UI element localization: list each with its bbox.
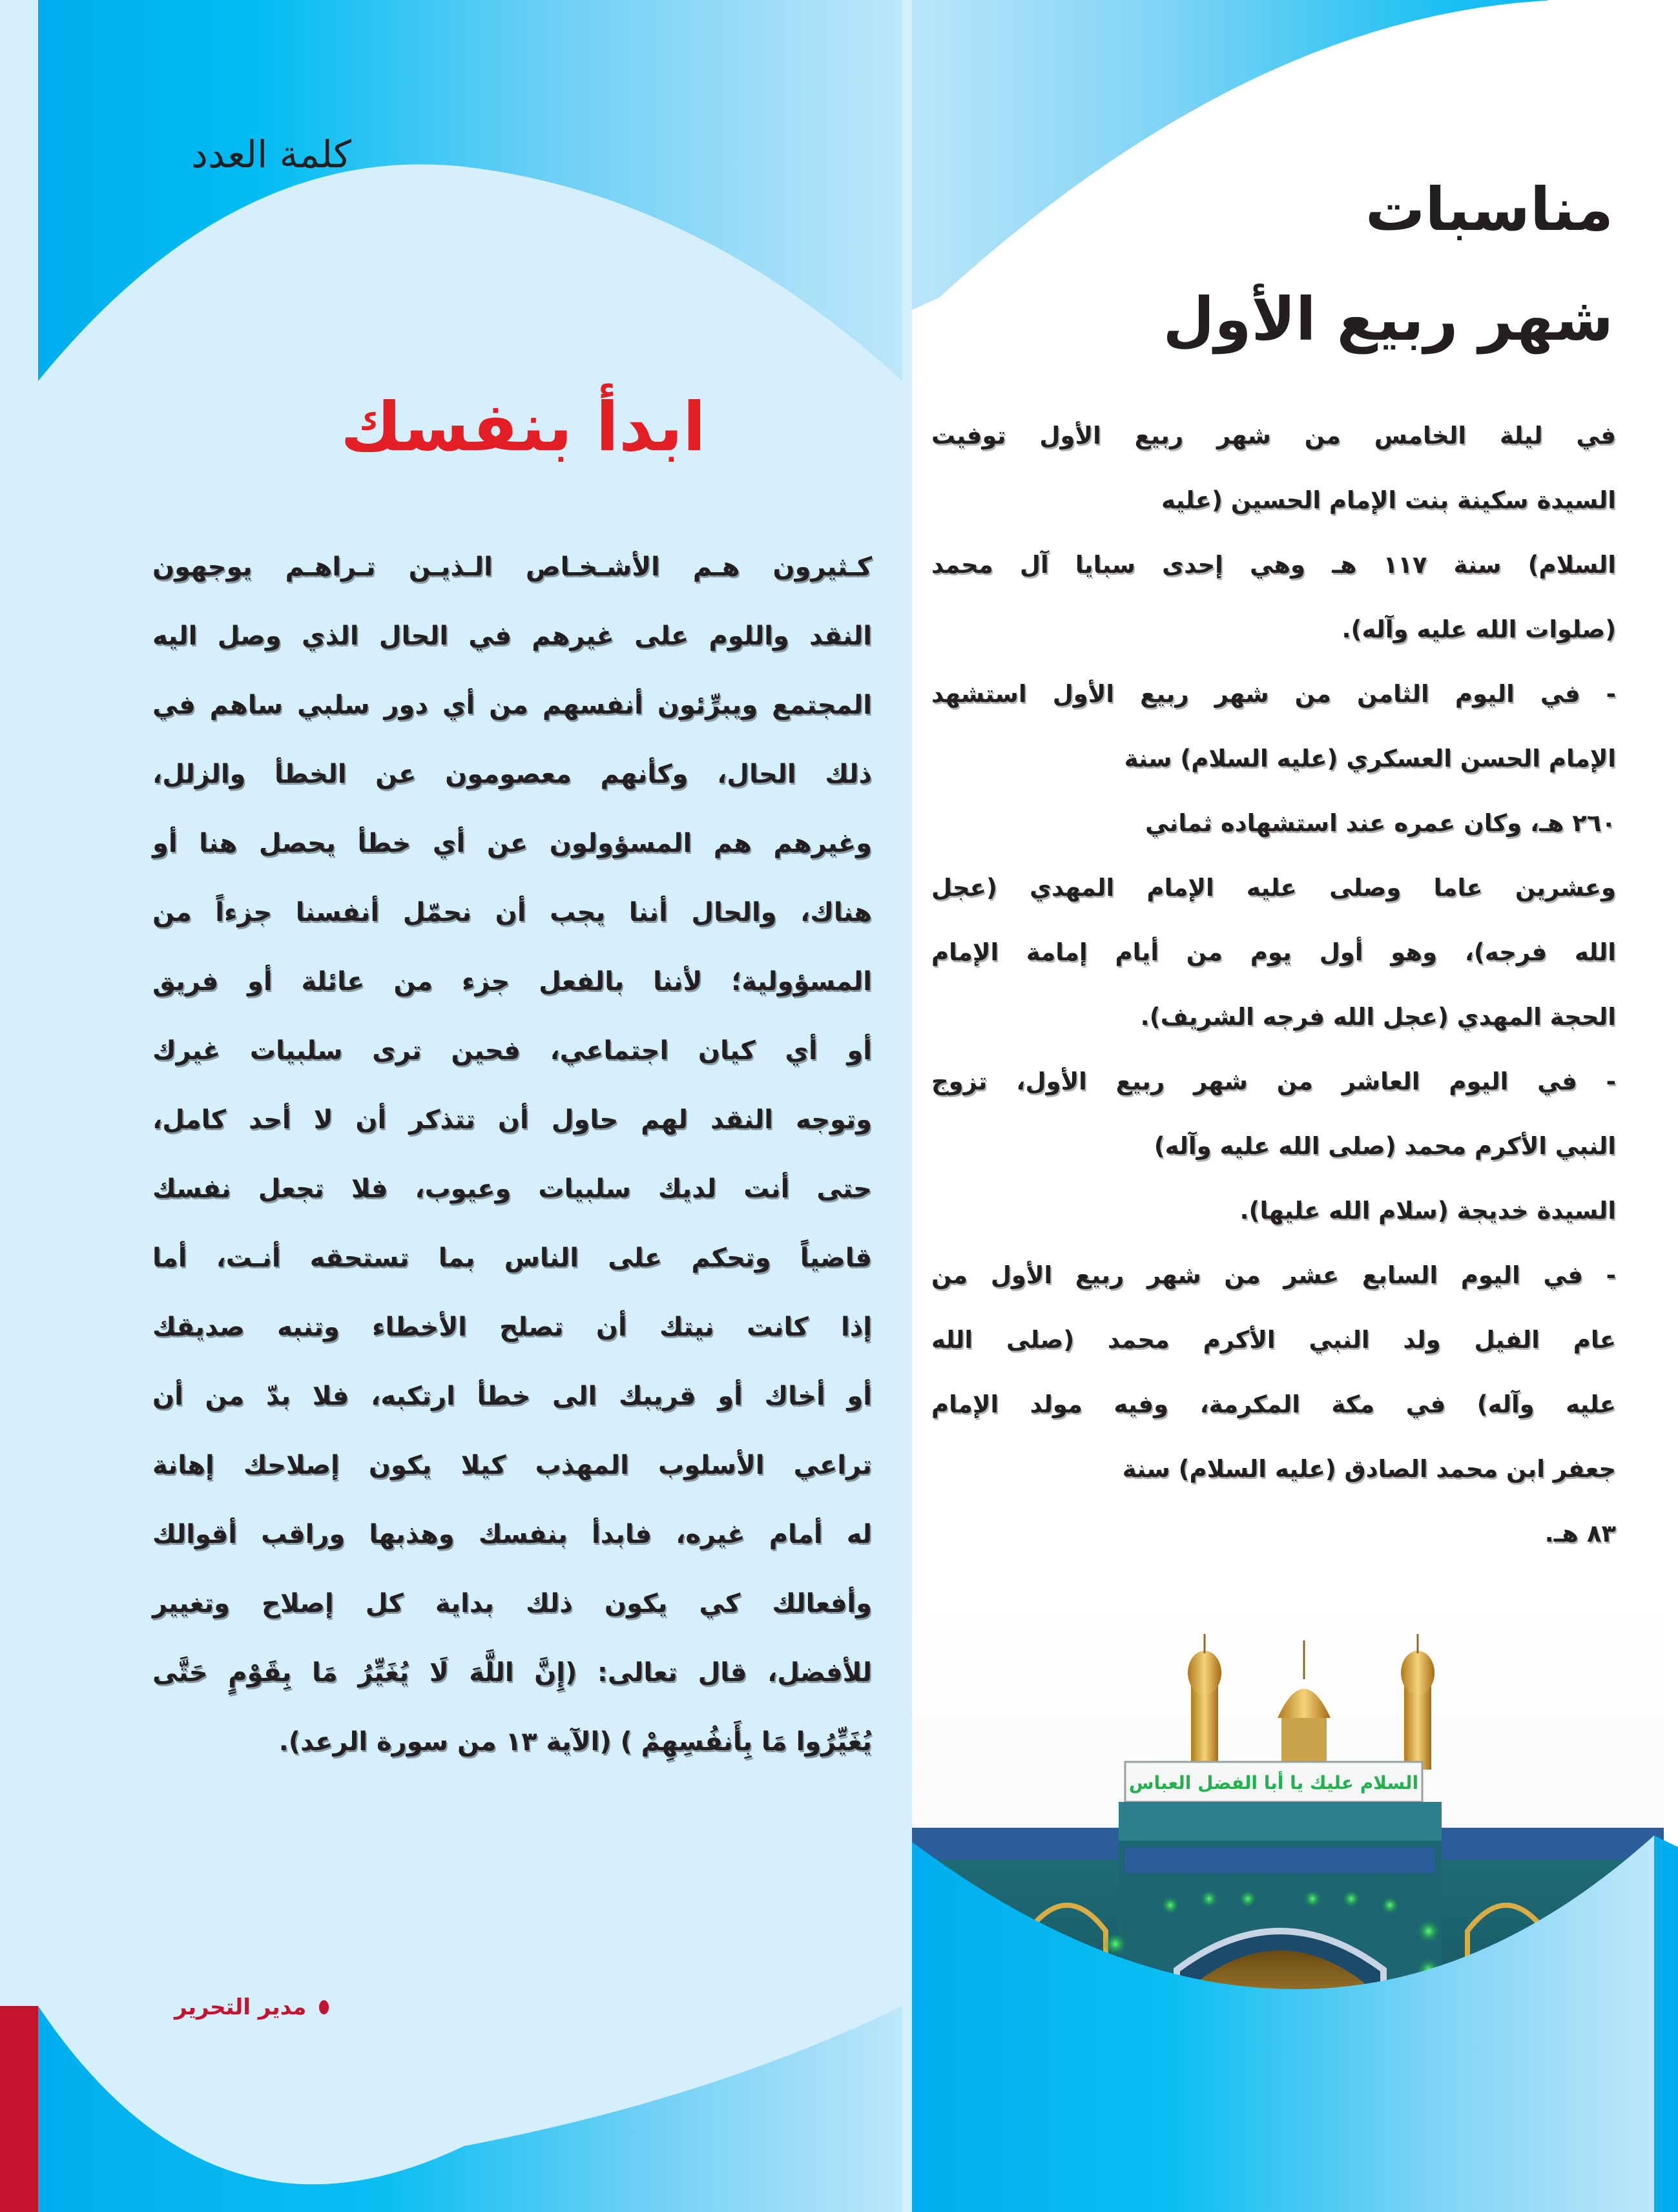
right-page <box>902 0 1678 2212</box>
event-line: في ليلة الخامس من شهر ربيع الأول توفيت <box>931 422 1616 450</box>
body-line: تراعي الأسلوب المهذب كيلا يكون إصلاحك إهانة <box>152 1451 872 1480</box>
shrine-sign-text: السلام عليك يا أبا الفضل العباس <box>1128 1772 1419 1793</box>
body-line: وأفعالك كي يكون ذلك بداية كل إصلاح وتغيير <box>152 1589 872 1618</box>
bottom-decorative-band <box>902 1795 1678 2212</box>
body-line: حتى أنت لديك سلبيات وعيوب، فلا تجعل نفسك <box>152 1174 872 1204</box>
signature <box>174 1994 329 2020</box>
event-line: النبي الأكرم محمد (صلى الله عليه وآله) <box>1154 1132 1616 1160</box>
article-body <box>152 533 872 1777</box>
body-line: أو أخاك أو قريبك الى خطأ ارتكبه، فلا بدّ من أن <box>152 1381 872 1411</box>
body-line: النقد واللوم على غيرهم في الحال الذي وصل اليه <box>152 621 872 651</box>
section-label: كلمة العدد <box>191 132 351 176</box>
event-line: السيدة سكينة بنت الإمام الحسين (عليه <box>1161 486 1616 514</box>
bottom-decorative-band <box>0 1905 902 2212</box>
article-title: ابدأ بنفسك <box>340 388 706 466</box>
body-line: قاضياً وتحكم على الناس بما تستحقه أنـت، أما <box>152 1243 872 1273</box>
body-line: يُغَيِّرُوا مَا بِأَنفُسِهِمْ ) (الآية ١٣ من سورة الرعد). <box>278 1727 872 1757</box>
body-line: المسؤولية؛ لأننا بالفعل جزء من عائلة أو فريق <box>152 967 872 997</box>
event-line: - في اليوم السابع عشر من شهر ربيع الأول من <box>931 1261 1616 1289</box>
body-line: المجتمع ويبرِّئون أنفسهم من أي دور سلبي ساهم في <box>152 690 872 720</box>
body-line: له أمام غيره، فابدأ بنفسك وهذبها وراقب أقوالك <box>152 1520 872 1549</box>
event-line: الحجة المهدي (عجل الله فرجه الشريف). <box>1140 1003 1616 1031</box>
event-line: الله فرجه)، وهو أول يوم من أيام إمامة الإمام <box>931 938 1616 966</box>
red-accent-strip <box>0 2006 38 2212</box>
event-line: عليه وآله) في مكة المكرمة، وفيه مولد الإمام <box>931 1390 1616 1418</box>
event-line: وعشرين عاما وصلى عليه الإمام المهدي (عجل <box>931 874 1616 902</box>
body-line: أو أي كيان اجتماعي، فحين ترى سلبيات غيرك <box>152 1036 872 1066</box>
body-line: وغيرهم هم المسؤولون عن أي خطأ يحصل هنا أو <box>152 829 872 858</box>
body-line: ذلك الحال، وكأنهم معصومون عن الخطأ والزلل، <box>152 760 872 789</box>
event-line: السيدة خديجة (سلام الله عليها). <box>1239 1197 1616 1225</box>
body-line: وتوجه النقد لهم حاول أن تتذكر أن لا أحد كامل، <box>152 1105 872 1135</box>
event-line: - في اليوم العاشر من شهر ربيع الأول، تزوج <box>931 1068 1616 1095</box>
event-line: جعفر ابن محمد الصادق (عليه السلام) سنة <box>1122 1455 1616 1483</box>
signature-text: مدير التحرير <box>174 1994 307 2020</box>
event-line: ٢٦٠ هـ، وكان عمره عند استشهاده ثماني <box>1145 809 1616 837</box>
event-line: - في اليوم الثامن من شهر ربيع الأول استشهد <box>931 680 1616 708</box>
top-decorative-band <box>0 0 902 388</box>
title-line: شهر ربيع الأول <box>1163 285 1613 354</box>
event-line: السلام) سنة ١١٧ هـ وهي إحدى سبايا آل محمد <box>931 551 1616 579</box>
event-line: (صلوات الله عليه وآله). <box>1341 615 1616 643</box>
body-line: هناك، والحال أننا يجب أن نحمّل أنفسنا جزءاً من <box>152 898 872 927</box>
page-title <box>1161 155 1613 375</box>
title-line: مناسبات <box>1365 175 1613 244</box>
event-line: عام الفيل ولد النبي الأكرم محمد (صلى الله <box>931 1326 1616 1354</box>
events-list <box>931 404 1616 1566</box>
event-line: الإمام الحسن العسكري (عليه السلام) سنة <box>1124 745 1616 772</box>
body-line: للأفضل، قال تعالى: (إِنَّ اللَّهَ لَا يُغَيِّرُ مَا بِقَوْمٍ حَتَّى <box>152 1658 872 1688</box>
body-line: إذا كانت نيتك أن تصلح الأخطاء وتنبه صديقك <box>152 1312 872 1342</box>
event-line: ٨٣ هـ. <box>1544 1520 1616 1547</box>
body-line: كـثيرون هـم الأشـخـاص الـذيـن تـراهـم يوجهون <box>152 552 872 582</box>
bullet-icon <box>319 2000 329 2014</box>
